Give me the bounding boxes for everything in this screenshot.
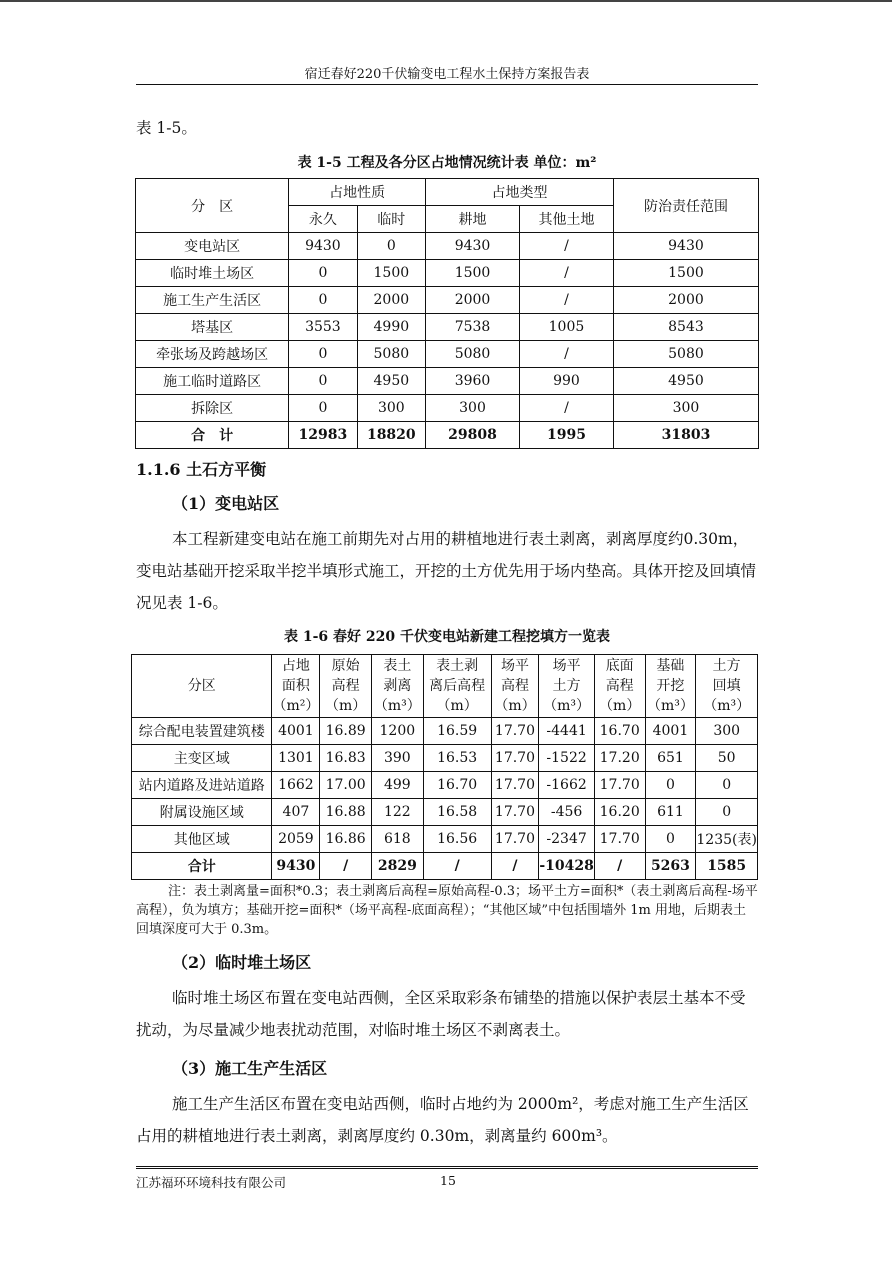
t1-cell: 0 [289, 260, 357, 287]
t1-cell: 施工临时道路区 [136, 368, 289, 395]
earthwork-table [131, 654, 758, 880]
t2-row [132, 799, 758, 826]
t1-row [136, 233, 759, 260]
t1-cell: / [519, 395, 613, 422]
t1-cell: 0 [289, 287, 357, 314]
t1-cell: 5080 [426, 341, 520, 368]
header-rule [136, 84, 758, 85]
t2-cell: 附属设施区域 [132, 799, 272, 826]
t2-cell: 1200 [371, 718, 423, 745]
t1-row [136, 368, 759, 395]
t2-cell: 综合配电装置建筑楼 [132, 718, 272, 745]
t2-cell: -4441 [539, 718, 595, 745]
t1-cell: 0 [289, 341, 357, 368]
t2-cell: 499 [371, 772, 423, 799]
t2-row [132, 745, 758, 772]
t1-cell: 4950 [357, 368, 425, 395]
t1-cell: 9430 [426, 233, 520, 260]
t1-row [136, 314, 759, 341]
t2-cell: 1301 [272, 745, 320, 772]
subsection-construction-area: （3）施工生产生活区 [172, 1059, 328, 1078]
t2-cell: -456 [539, 799, 595, 826]
footer-rule-2 [136, 1168, 758, 1169]
t2-cell: 16.89 [320, 718, 372, 745]
t1-cell: 5080 [613, 341, 758, 368]
subsection-stockpile: （2）临时堆土场区 [172, 953, 312, 972]
t2-cell: 16.86 [320, 826, 372, 853]
t2-cell: 407 [272, 799, 320, 826]
t2-cell: 17.70 [491, 826, 539, 853]
t2-cell: -1522 [539, 745, 595, 772]
t1-header-temp: 临时 [357, 206, 425, 233]
t2-cell: 17.70 [594, 772, 645, 799]
footer-rule [136, 1166, 758, 1167]
top-border [0, 0, 892, 2]
t2-row [132, 772, 758, 799]
t1-cell: 临时堆土场区 [136, 260, 289, 287]
t2-cell: 16.70 [423, 772, 491, 799]
t1-cell: 变电站区 [136, 233, 289, 260]
intro-text: 表 1-5。 [136, 119, 197, 137]
t1-cell: 9430 [613, 233, 758, 260]
t2-cell: 4001 [272, 718, 320, 745]
subsection-substation: （1）变电站区 [172, 494, 280, 513]
t2-header-cell: 分区 [132, 655, 272, 718]
t2-cell: 300 [696, 718, 758, 745]
t2-total-cell: 9430 [272, 853, 320, 880]
t1-cell: / [519, 260, 613, 287]
t1-row [136, 341, 759, 368]
t1-header-zone: 分 区 [136, 179, 289, 233]
t1-cell: 塔基区 [136, 314, 289, 341]
t2-header-cell: 基础 开挖 （m³） [645, 655, 696, 718]
t1-cell: 0 [289, 368, 357, 395]
t1-cell: 1500 [357, 260, 425, 287]
t2-header-cell: 表土剥 离后高程 （m） [423, 655, 491, 718]
paragraph-substation: 本工程新建变电站在施工前期先对占用的耕植地进行表土剥离，剥离厚度约0.30m，变电站基础开挖采取半挖半填形式施工，开挖的土方优先用于场内垫高。具体开挖及回填情况见表 1-6。 [136, 530, 757, 612]
t1-cell: / [519, 233, 613, 260]
t2-row [132, 718, 758, 745]
t1-header-type: 占地类型 [426, 179, 614, 206]
t1-total-cell: 1995 [519, 422, 613, 449]
t1-cell: / [519, 341, 613, 368]
t2-cell: 390 [371, 745, 423, 772]
t1-cell: 0 [289, 395, 357, 422]
t1-row [136, 287, 759, 314]
t2-header-cell: 场平 土方 （m³） [539, 655, 595, 718]
t2-total-row [132, 853, 758, 880]
t2-cell: -2347 [539, 826, 595, 853]
t2-cell: 2059 [272, 826, 320, 853]
t2-cell: 17.20 [594, 745, 645, 772]
t2-header-cell: 底面 高程 （m） [594, 655, 645, 718]
t2-cell: 0 [696, 799, 758, 826]
page-number: 15 [440, 1173, 456, 1188]
t1-cell: 施工生产生活区 [136, 287, 289, 314]
t1-cell: 300 [357, 395, 425, 422]
t2-row [132, 826, 758, 853]
t1-header-other: 其他土地 [519, 206, 613, 233]
t2-cell: 17.70 [491, 772, 539, 799]
t2-header-cell: 土方 回填 （m³） [696, 655, 758, 718]
t2-cell: 4001 [645, 718, 696, 745]
t2-cell: 17.70 [491, 799, 539, 826]
t1-cell: 3960 [426, 368, 520, 395]
t2-cell: 17.70 [594, 826, 645, 853]
t1-header-nature: 占地性质 [289, 179, 426, 206]
t1-total-cell: 12983 [289, 422, 357, 449]
t1-total-cell: 29808 [426, 422, 520, 449]
t2-cell: 站内道路及进站道路 [132, 772, 272, 799]
t2-cell: 16.56 [423, 826, 491, 853]
t1-cell: 4950 [613, 368, 758, 395]
t2-total-cell: / [320, 853, 372, 880]
table2-caption: 表 1-6 春好 220 千伏变电站新建工程挖填方一览表 [283, 629, 610, 645]
land-use-table [135, 178, 759, 449]
table2-note: 注：表土剥离量=面积*0.3；表土剥离后高程=原始高程-0.3；场平土方=面积*（表土剥离后高程-场平高程），负为填方；基础开挖=面积*（场平高程-底面高程）；“其他区域”中包括围墙外 1m 用地，后期表土回填深度可大于 0.3m。 [136, 884, 758, 937]
t2-total-cell: 5263 [645, 853, 696, 880]
paragraph-stockpile: 临时堆土场区布置在变电站西侧，全区采取彩条布铺垫的措施以保护表层土基本不受扰动，为尽量减少地表扰动范围，对临时堆土场区不剥离表土。 [136, 989, 746, 1039]
t2-cell: 1235(表) [696, 826, 758, 853]
t1-cell: 300 [426, 395, 520, 422]
t2-cell: 17.70 [491, 745, 539, 772]
t2-cell: 16.58 [423, 799, 491, 826]
t2-cell: 0 [645, 826, 696, 853]
t1-cell: 拆除区 [136, 395, 289, 422]
t2-cell: 122 [371, 799, 423, 826]
t1-header-perm: 永久 [289, 206, 357, 233]
t2-cell: 618 [371, 826, 423, 853]
t1-cell: 2000 [357, 287, 425, 314]
t1-header-farm: 耕地 [426, 206, 520, 233]
t2-cell: 17.00 [320, 772, 372, 799]
t2-cell: 16.70 [594, 718, 645, 745]
t2-header-cell: 占地 面积 （m²） [272, 655, 320, 718]
t2-cell: 16.20 [594, 799, 645, 826]
t2-cell: 611 [645, 799, 696, 826]
page-header: 宿迁春好220千伏输变电工程水土保持方案报告表 [304, 67, 590, 82]
t2-header-cell: 表土 剥离 （m³） [371, 655, 423, 718]
paragraph-construction-area: 施工生产生活区布置在变电站西侧，临时占地约为 2000m²，考虑对施工生产生活区占用的耕植地进行表土剥离，剥离厚度约 0.30m，剥离量约 600m³。 [136, 1095, 749, 1145]
t1-cell: 5080 [357, 341, 425, 368]
t1-total-cell: 31803 [613, 422, 758, 449]
t1-total-cell: 18820 [357, 422, 425, 449]
t2-cell: 其他区域 [132, 826, 272, 853]
t2-cell: 0 [696, 772, 758, 799]
t2-total-cell: / [491, 853, 539, 880]
t1-cell: 1500 [613, 260, 758, 287]
t1-total-row [136, 422, 759, 449]
t1-total-cell: 合 计 [136, 422, 289, 449]
footer-company: 江苏福环环境科技有限公司 [136, 1175, 287, 1190]
t1-cell: 9430 [289, 233, 357, 260]
t1-cell: 3553 [289, 314, 357, 341]
t2-header-cell: 场平 高程 （m） [491, 655, 539, 718]
t1-cell: 牵张场及跨越场区 [136, 341, 289, 368]
t2-cell: 16.83 [320, 745, 372, 772]
t2-total-cell: / [423, 853, 491, 880]
t1-cell: / [519, 287, 613, 314]
t1-cell: 8543 [613, 314, 758, 341]
t2-total-cell: -10428 [539, 853, 595, 880]
t2-cell: 主变区域 [132, 745, 272, 772]
t2-header-cell: 原始 高程 （m） [320, 655, 372, 718]
t1-cell: 2000 [426, 287, 520, 314]
t2-cell: 16.53 [423, 745, 491, 772]
t1-cell: 300 [613, 395, 758, 422]
section-1-1-6-heading: 1.1.6 土石方平衡 [136, 460, 267, 479]
t2-total-cell: 1585 [696, 853, 758, 880]
t2-cell: 1662 [272, 772, 320, 799]
t1-row [136, 260, 759, 287]
t2-cell: 651 [645, 745, 696, 772]
t2-total-cell: / [594, 853, 645, 880]
t1-cell: 7538 [426, 314, 520, 341]
t2-cell: 0 [645, 772, 696, 799]
t1-cell: 2000 [613, 287, 758, 314]
t1-cell: 4990 [357, 314, 425, 341]
t2-cell: -1662 [539, 772, 595, 799]
t1-cell: 0 [357, 233, 425, 260]
t2-total-cell: 合计 [132, 853, 272, 880]
table1-caption: 表 1-5 工程及各分区占地情况统计表 单位：m² [297, 155, 597, 171]
t1-cell: 990 [519, 368, 613, 395]
t1-cell: 1005 [519, 314, 613, 341]
t2-cell: 16.59 [423, 718, 491, 745]
t2-cell: 16.88 [320, 799, 372, 826]
t2-cell: 17.70 [491, 718, 539, 745]
t1-cell: 1500 [426, 260, 520, 287]
t1-header-range: 防治责任范围 [613, 179, 758, 233]
t2-total-cell: 2829 [371, 853, 423, 880]
t1-row [136, 395, 759, 422]
t2-cell: 50 [696, 745, 758, 772]
